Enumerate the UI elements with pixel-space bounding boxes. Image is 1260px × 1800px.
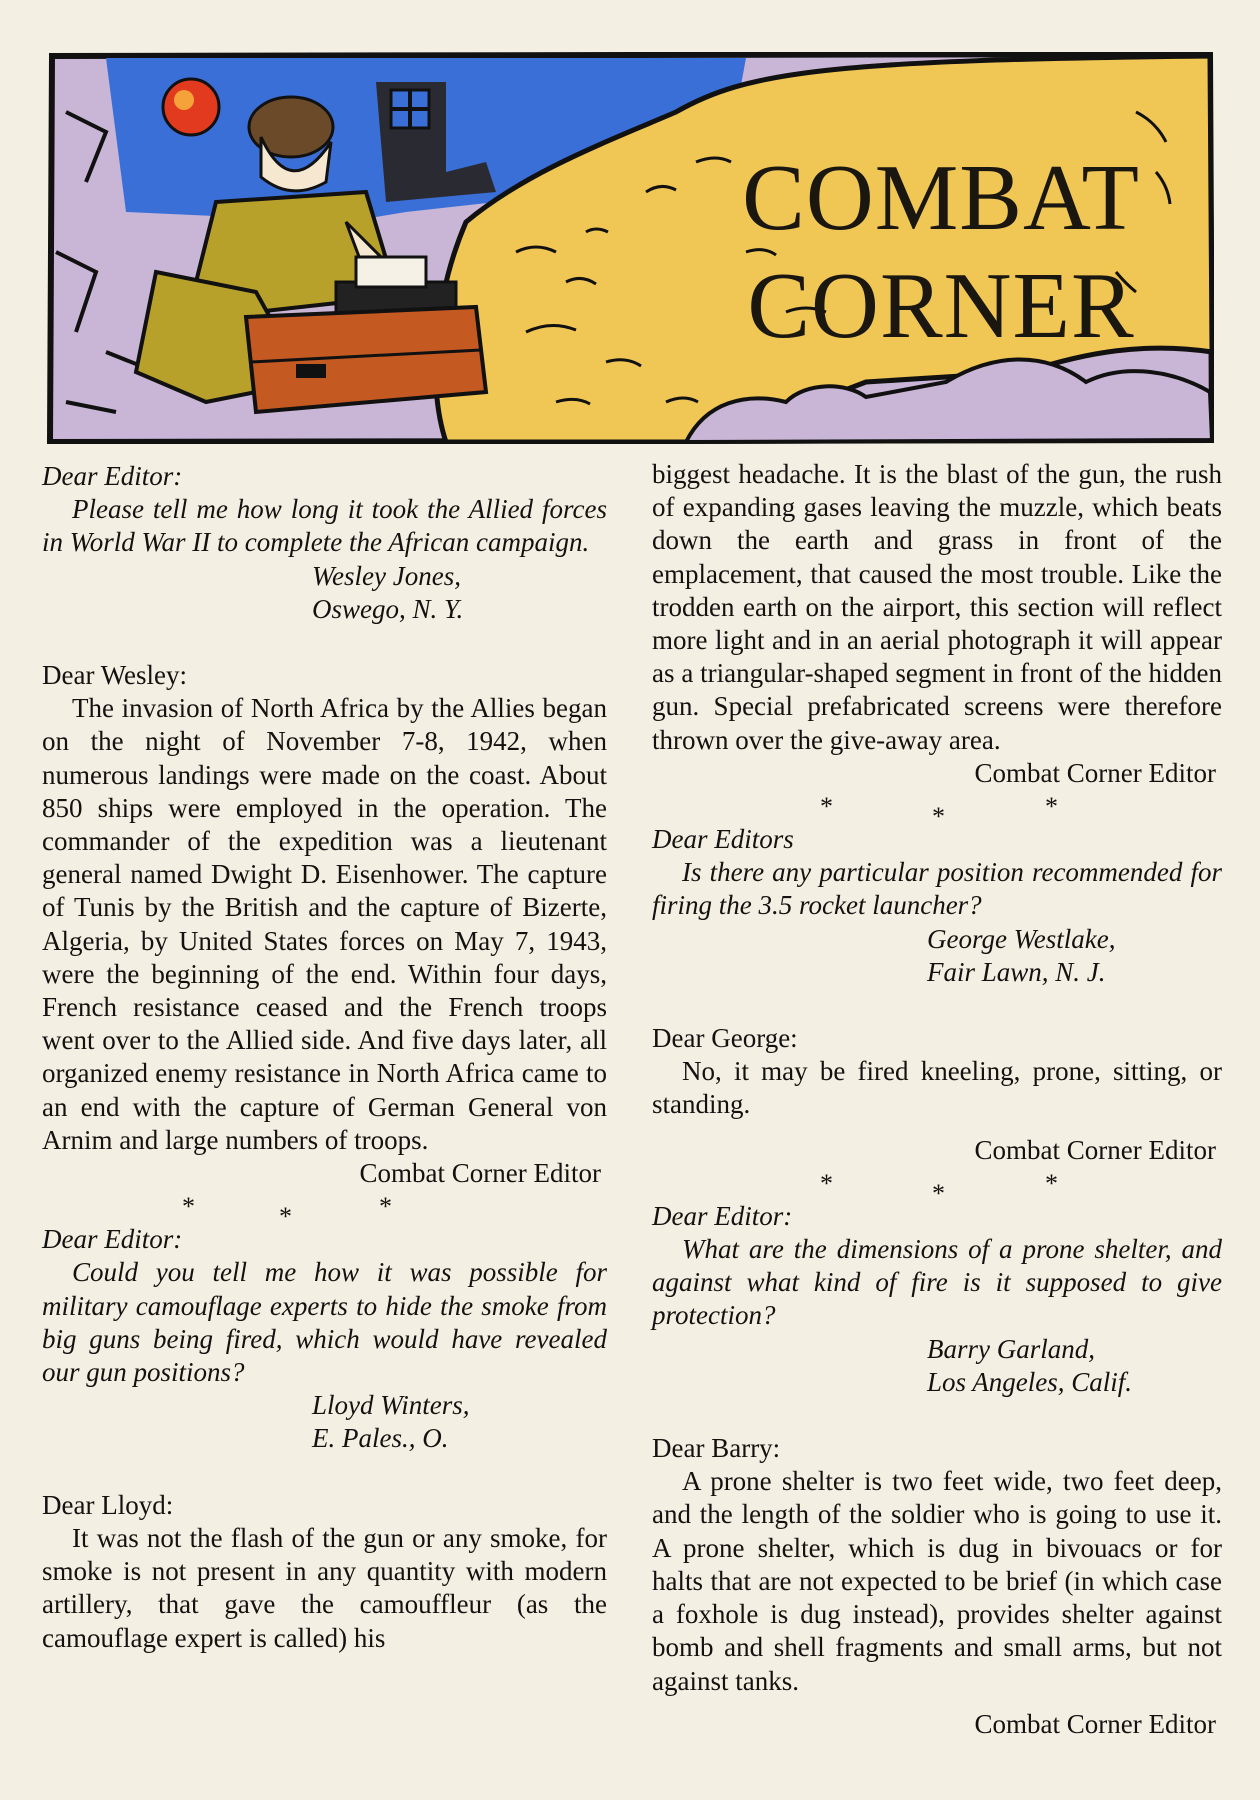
separator-star: * xyxy=(932,1178,945,1208)
separator-star: * xyxy=(932,802,945,832)
letter-1-answer: The invasion of North Africa by the Allies began on the night of November 7-8, 1942, when numerous landings were made on the coast. About 850 ships were employed in the operation. The commander of the expedition was a lieutenant general named Dwight D. Eisenhower. The capture of Tunis by the British and the capture of Bizerte, Algeria, by United States forces on May 7, 1943, were the beginning of the end. Within four days, French resistance ceased and the French troops went over to the Allied side. And five days later, all organized enemy resistance in North Africa came to an end with the capture of German General von Arnim and large numbers of troops. xyxy=(42,693,607,1155)
letter-3-sig-name: George Westlake, xyxy=(927,923,1116,954)
separator-star: * xyxy=(820,1168,833,1198)
separator-star: * xyxy=(379,1192,392,1222)
letter-3 xyxy=(652,823,1222,1208)
separator-star: * xyxy=(279,1202,292,1232)
letter-2-question: Could you tell me how it was possible for military camouflage experts to hide the smoke from big guns being fired, which would have revealed our gun positions? xyxy=(42,1257,607,1388)
letter-4-greeting: Dear Editor: xyxy=(652,1200,793,1231)
banner-title-line1: COMBAT xyxy=(742,146,1140,250)
letter-3-signoff: Combat Corner Editor xyxy=(974,1134,1216,1165)
letter-1-reply-greeting: Dear Wesley: xyxy=(42,660,188,691)
separator-star: * xyxy=(1045,1168,1058,1198)
letter-2 xyxy=(42,1223,607,1654)
letter-3-greeting: Dear Editors xyxy=(652,824,794,855)
letter-3-sig-place: Fair Lawn, N. J. xyxy=(927,956,1106,987)
separator-2 xyxy=(652,790,1222,832)
letter-1-sig-place: Oswego, N. Y. xyxy=(312,593,464,624)
letter-4-answer: A prone shelter is two feet wide, two feet deep, and the length of the soldier who is going to use it. A prone shelter, which is dug in bivouacs or for halts that are not expected to be brief (in which case a foxhole is dug instead), provides shelter against bomb and shell fragments and small arms, but not against tanks. xyxy=(652,1466,1222,1696)
letter-3-reply-greeting: Dear George: xyxy=(652,1023,798,1054)
letter-4-sig-place: Los Angeles, Calif. xyxy=(927,1366,1133,1397)
separator-3 xyxy=(652,1167,1222,1208)
letter-2-answer-part2: biggest headache. It is the blast of the gun, the rush of expanding gases leaving the muzzle, which beats down the earth and grass in front of the emplacement, that caused the most trouble. Like the trodden earth on the airport, this section will reflect more light and in an aerial photograph it will appear as a triangular-shaped segment in front of the hidden gun. Special prefabricated screens were therefore thrown over the give-away area. xyxy=(652,459,1222,755)
separator-1 xyxy=(42,1190,607,1232)
separator-star: * xyxy=(1045,792,1058,822)
letter-1 xyxy=(42,460,607,1232)
letter-2-greeting: Dear Editor: xyxy=(42,1224,183,1255)
letter-1-signoff: Combat Corner Editor xyxy=(359,1158,601,1189)
letter-2-sig-name: Lloyd Winters, xyxy=(312,1390,470,1421)
banner-title-line2: CORNER xyxy=(747,254,1135,358)
letter-4-signoff: Combat Corner Editor xyxy=(974,1708,1216,1739)
combat-corner-banner xyxy=(46,52,1214,444)
right-column xyxy=(652,458,1222,1741)
left-column xyxy=(42,460,607,1655)
letter-3-answer: No, it may be fired kneeling, prone, sitting, or standing. xyxy=(652,1056,1222,1120)
letter-1-sig-name: Wesley Jones, xyxy=(312,560,461,591)
letter-2-reply-greeting: Dear Lloyd: xyxy=(42,1489,174,1520)
banner-illustration xyxy=(46,52,1214,444)
letter-4-sig-name: Barry Garland, xyxy=(927,1333,1095,1364)
letter-4-question: What are the dimensions of a prone shelter, and against what kind of fire is it supposed to give protection? xyxy=(652,1234,1222,1331)
letter-4-reply-greeting: Dear Barry: xyxy=(652,1433,781,1464)
letter-2-sig-place: E. Pales., O. xyxy=(312,1423,449,1454)
separator-star: * xyxy=(820,792,833,822)
letter-1-greeting: Dear Editor: xyxy=(42,461,183,491)
letter-1-question: Please tell me how long it took the Allied forces in World War II to complete the African campaign. xyxy=(42,494,607,558)
letter-2-answer-part1: It was not the flash of the gun or any smoke, for smoke is not present in any quantity with modern artillery, that gave the camouffleur (as the camouflage expert is called) his xyxy=(42,1522,607,1653)
separator-star: * xyxy=(182,1192,195,1222)
letter-2-signoff: Combat Corner Editor xyxy=(974,757,1216,788)
letter-4 xyxy=(652,1200,1222,1741)
letter-3-question: Is there any particular position recommended for firing the 3.5 rocket launcher? xyxy=(652,857,1222,921)
